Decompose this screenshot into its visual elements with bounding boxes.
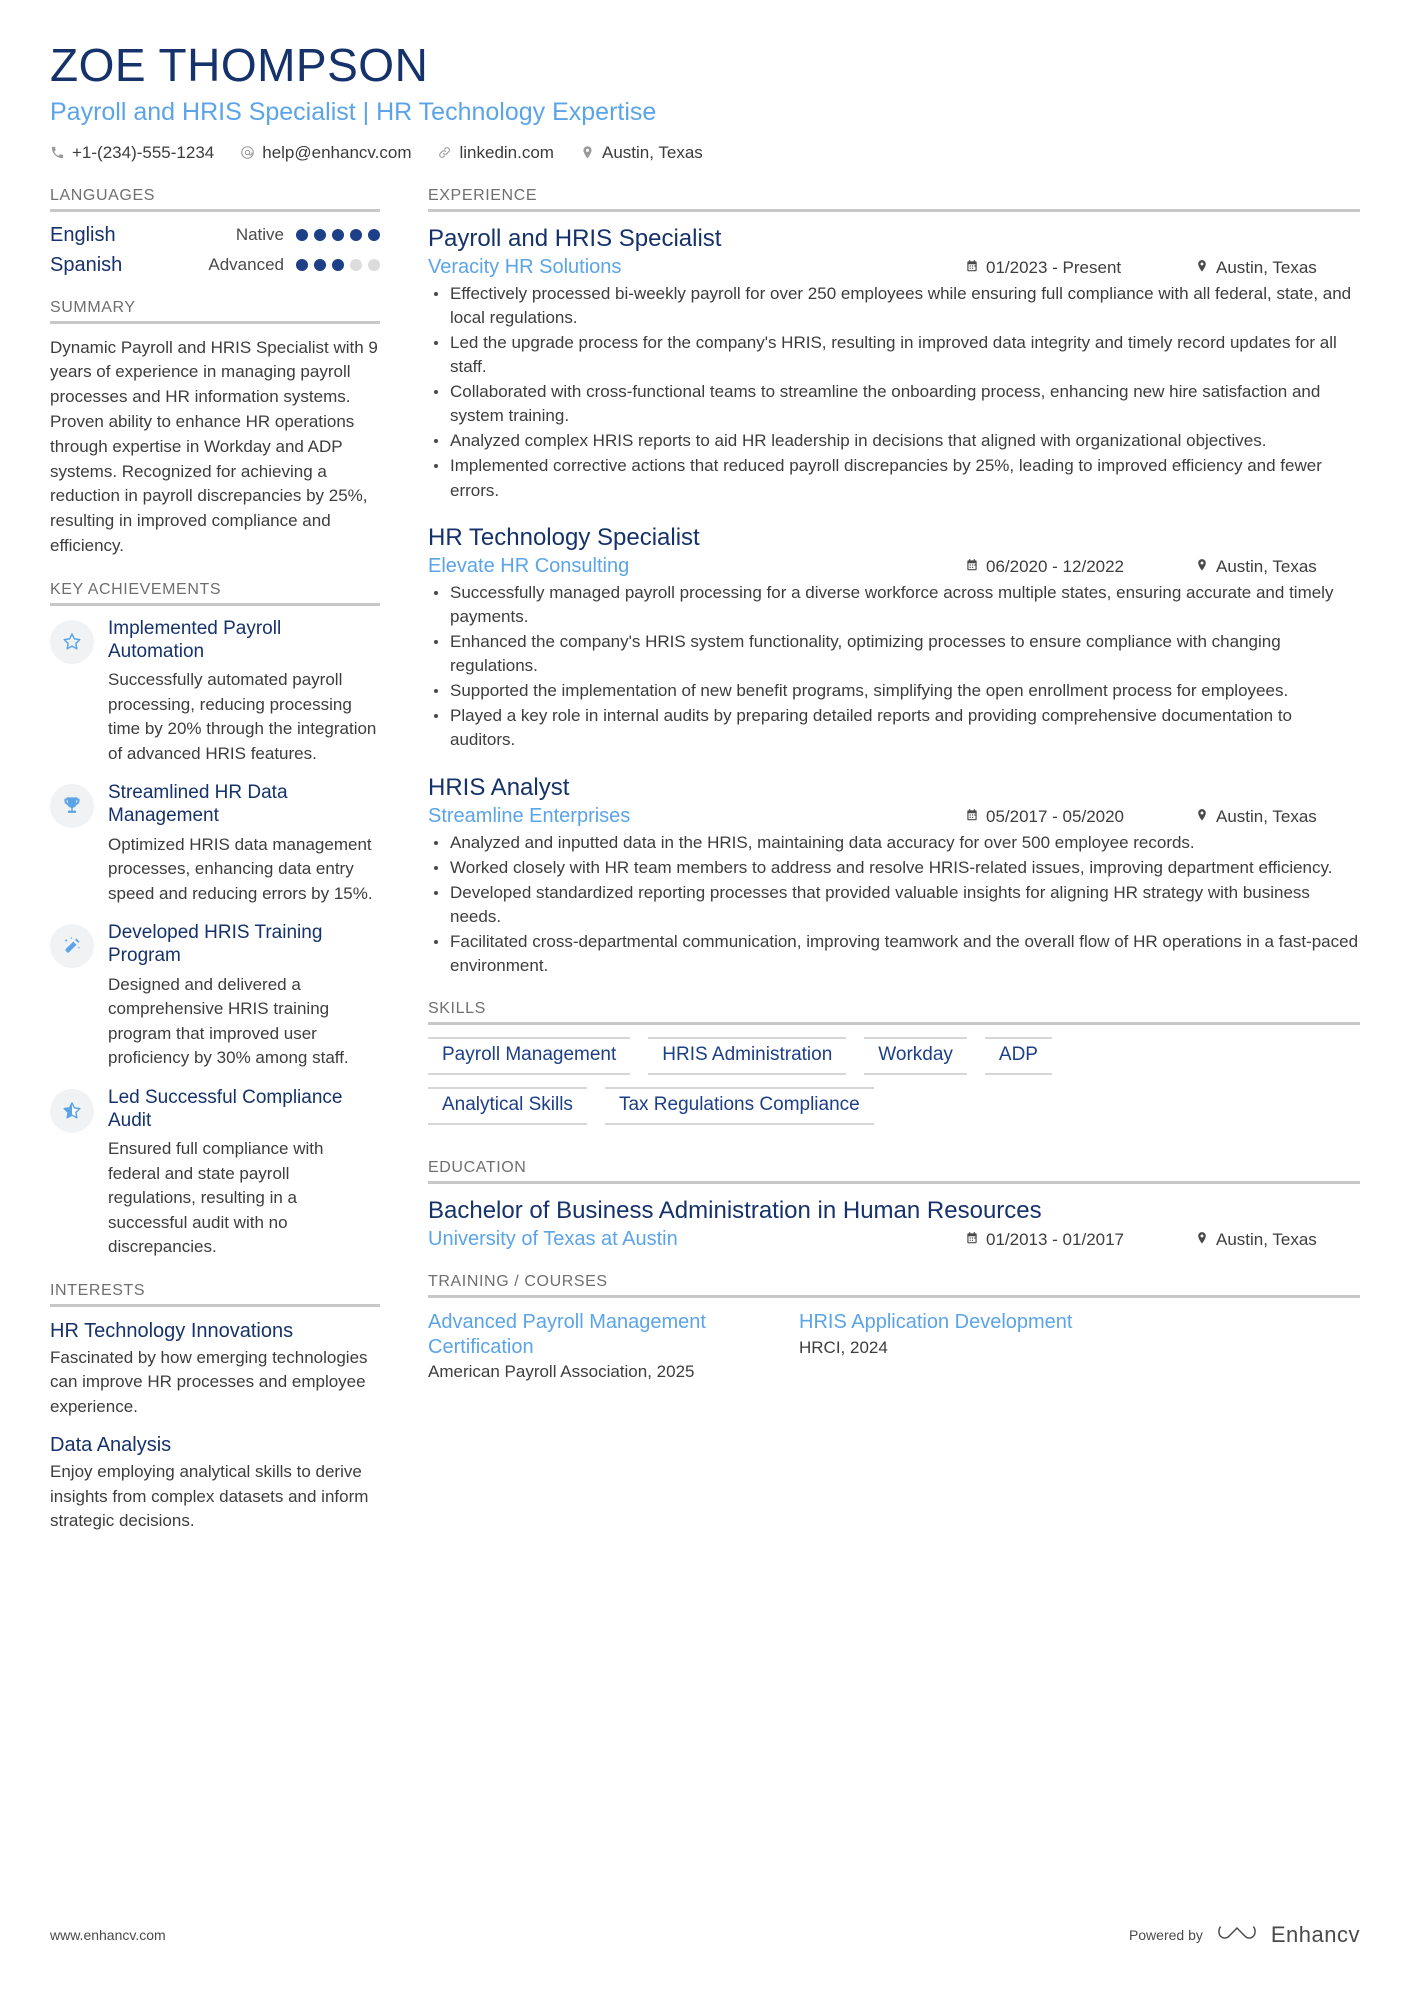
location-icon (1195, 1230, 1209, 1250)
section-training (428, 1273, 1360, 1384)
divider (428, 1295, 1360, 1298)
job-meta (428, 256, 1360, 279)
education-location (1195, 1230, 1360, 1250)
language-level: Advanced (208, 255, 284, 275)
divider (50, 321, 380, 324)
skill-row (428, 1087, 1360, 1137)
language-rating (236, 225, 380, 245)
magic-wand-icon (50, 924, 94, 968)
section-title-interests: INTERESTS (50, 1281, 146, 1299)
education-meta (428, 1228, 1360, 1251)
contact-phone[interactable] (50, 143, 214, 163)
job-location-text: Austin, Texas (1216, 556, 1317, 576)
job-date-text: 06/2020 - 12/2022 (986, 556, 1125, 576)
training-list (428, 1310, 1360, 1384)
footer-powered-by-label: Powered by (1128, 1926, 1203, 1943)
job-bullets (428, 282, 1360, 503)
calendar-icon (965, 807, 979, 827)
calendar-icon (965, 557, 979, 577)
divider (50, 603, 380, 606)
job-company: Veracity HR Solutions (428, 255, 622, 278)
interest-item (50, 1319, 380, 1419)
bullet: Developed standardized reporting processes that provided valuable insights for aligning HR strategy with business needs. (428, 881, 1360, 929)
dot-filled (332, 259, 344, 271)
dot-empty (350, 259, 362, 271)
dot-empty (368, 259, 380, 271)
bullet: Effectively processed bi-weekly payroll for over 250 employees while ensuring full compliance with all federal, state, and local regulations. (428, 282, 1360, 330)
job-meta (428, 555, 1360, 578)
divider (428, 1022, 1360, 1025)
language-item (50, 254, 380, 277)
achievement-title: Led Successful Compliance Audit (108, 1086, 343, 1131)
job-bullets (428, 831, 1360, 979)
section-languages (50, 187, 380, 277)
training-title: Advanced Payroll Management Certification (428, 1311, 706, 1358)
dot-filled (350, 229, 362, 241)
contact-email[interactable] (240, 143, 411, 163)
training-provider: American Payroll Association, 2025 (428, 1362, 695, 1382)
interest-title: Data Analysis (50, 1434, 172, 1457)
section-summary (50, 299, 380, 559)
enhancv-logo-icon (1217, 1920, 1257, 1949)
resume-footer (50, 1920, 1360, 1949)
section-title-education: EDUCATION (428, 1159, 527, 1177)
language-rating (208, 255, 380, 275)
achievement-item (50, 922, 380, 1070)
language-item (50, 224, 380, 247)
job-date (965, 807, 1195, 827)
skill-tag: Tax Regulations Compliance (605, 1087, 874, 1125)
job-date (965, 258, 1195, 278)
bullet: Facilitated cross-departmental communication, improving teamwork and the overall flow of HR operations in a fast-paced environment. (428, 930, 1360, 978)
experience-item (428, 523, 1360, 753)
achievement-body (108, 782, 380, 906)
job-date (965, 557, 1195, 577)
star-outline-icon (50, 620, 94, 664)
resume-header (50, 40, 1360, 169)
phone-icon (50, 145, 65, 160)
job-date-text: 05/2017 - 05/2020 (986, 806, 1125, 826)
bullet: Collaborated with cross-functional teams to streamline the onboarding process, enhancing new hire satisfaction and system training. (428, 380, 1360, 428)
dot-filled (314, 229, 326, 241)
achievement-body (108, 922, 380, 1070)
section-skills (428, 1000, 1360, 1137)
location-icon (1195, 557, 1209, 577)
job-company: Elevate HR Consulting (428, 554, 630, 577)
achievement-text: Successfully automated payroll processing, reducing processing time by 20% through the integration of advanced HRIS features. (108, 670, 377, 763)
location-icon (1195, 807, 1209, 827)
footer-branding (1129, 1920, 1360, 1949)
right-column (428, 187, 1360, 1406)
job-location (1195, 807, 1360, 827)
section-education (428, 1159, 1360, 1251)
achievement-title: Streamlined HR Data Management (108, 782, 288, 827)
bullet: Enhanced the company's HRIS system functionality, optimizing processes to ensure compliance with changing regulations. (428, 630, 1360, 678)
email-icon (240, 145, 255, 160)
bullet: Successfully managed payroll processing for a diverse workforce across multiple states, ensuring accurate and timely payments. (428, 581, 1360, 629)
contact-link-text: linkedin.com (459, 142, 554, 162)
skill-row (428, 1037, 1360, 1087)
achievement-text: Optimized HRIS data management processes, enhancing data entry speed and reducing errors by 15%. (108, 834, 373, 903)
job-title: Payroll and HRIS Specialist (428, 224, 722, 252)
language-dots (296, 259, 380, 271)
job-location (1195, 258, 1360, 278)
skill-tag: Payroll Management (428, 1037, 630, 1075)
job-bullets (428, 581, 1360, 753)
job-location (1195, 557, 1360, 577)
contact-email-text: help@enhancv.com (262, 142, 412, 162)
contact-location (580, 143, 703, 163)
calendar-icon (965, 1230, 979, 1250)
bullet: Analyzed complex HRIS reports to aid HR leadership in decisions that aligned with organizational objectives. (428, 429, 1360, 453)
achievement-body (108, 618, 380, 766)
dot-filled (296, 259, 308, 271)
divider (428, 1181, 1360, 1184)
achievement-item (50, 782, 380, 906)
training-title: HRIS Application Development (799, 1311, 1073, 1334)
page-title: ZOE THOMPSON (50, 39, 429, 91)
bullet: Led the upgrade process for the company's HRIS, resulting in improved data integrity and timely record updates for all staff. (428, 331, 1360, 379)
bullet: Analyzed and inputted data in the HRIS, maintaining data accuracy for over 500 employee records. (428, 831, 1360, 855)
bullet: Implemented corrective actions that reduced payroll discrepancies by 25%, leading to improved efficiency and fewer errors. (428, 454, 1360, 502)
dot-filled (368, 229, 380, 241)
education-location-text: Austin, Texas (1216, 1230, 1317, 1250)
bullet: Supported the implementation of new benefit programs, simplifying the open enrollment process for employees. (428, 679, 1360, 703)
dot-filled (314, 259, 326, 271)
section-title-summary: SUMMARY (50, 298, 136, 316)
contact-link[interactable] (437, 143, 554, 163)
job-location-text: Austin, Texas (1216, 257, 1317, 277)
star-half-icon (50, 1089, 94, 1133)
left-column (50, 187, 380, 1556)
bullet: Played a key role in internal audits by preparing detailed reports and providing comprehensive documentation to auditors. (428, 704, 1360, 752)
skill-tag: Analytical Skills (428, 1087, 587, 1125)
dot-filled (332, 229, 344, 241)
section-title-experience: EXPERIENCE (428, 186, 538, 204)
achievement-text: Designed and delivered a comprehensive HRIS training program that improved user proficiency by 30% among staff. (108, 974, 349, 1068)
link-icon (437, 145, 452, 160)
education-date (965, 1230, 1195, 1250)
job-title: HRIS Analyst (428, 773, 570, 801)
footer-brand-name: Enhancv (1270, 1921, 1360, 1947)
language-level: Native (235, 225, 284, 245)
language-name: English (50, 223, 116, 246)
training-item (799, 1310, 1134, 1384)
location-icon (1195, 258, 1209, 278)
summary-text: Dynamic Payroll and HRIS Specialist with 9 years of experience in managing payroll processes and HR information systems. Proven ability to enhance HR operations through expertise in Workday and ADP systems. Recognized for achieving a reduction in payroll discrepancies by 25%, resulting in improved compliance and efficiency. (50, 337, 378, 556)
achievement-body (108, 1087, 380, 1260)
divider (428, 209, 1360, 212)
language-name: Spanish (50, 253, 123, 276)
job-location-text: Austin, Texas (1216, 806, 1317, 826)
professional-headline: Payroll and HRIS Specialist | HR Technology Expertise (50, 97, 657, 126)
contact-row (50, 143, 1360, 163)
skill-tag: ADP (985, 1037, 1052, 1075)
education-school: University of Texas at Austin (428, 1228, 678, 1251)
training-item (428, 1310, 763, 1384)
bullet: Worked closely with HR team members to address and resolve HRIS-related issues, improving department efficiency. (428, 856, 1360, 880)
skills-list (428, 1037, 1360, 1137)
job-title: HR Technology Specialist (428, 523, 700, 551)
location-icon (580, 145, 595, 160)
job-company: Streamline Enterprises (428, 804, 631, 827)
section-interests (50, 1282, 380, 1534)
interest-item (50, 1433, 380, 1533)
interest-text: Fascinated by how emerging technologies can improve HR processes and employee experience. (50, 1347, 368, 1416)
language-dots (296, 229, 380, 241)
achievement-item (50, 618, 380, 766)
calendar-icon (965, 258, 979, 278)
section-title-training: TRAINING / COURSES (428, 1273, 608, 1291)
interest-title: HR Technology Innovations (50, 1319, 294, 1342)
skill-tag: HRIS Administration (648, 1037, 846, 1075)
resume-body (50, 187, 1360, 1556)
trophy-icon (50, 784, 94, 828)
achievement-text: Ensured full compliance with federal and state payroll regulations, resulting in a successful audit with no discrepancies. (108, 1139, 324, 1257)
achievement-title: Developed HRIS Training Program (108, 922, 323, 967)
experience-item (428, 224, 1360, 503)
divider (50, 209, 380, 212)
training-provider: HRCI, 2024 (799, 1337, 888, 1357)
contact-phone-text: +1-(234)-555-1234 (72, 142, 215, 162)
section-title-achievements: KEY ACHIEVEMENTS (50, 580, 222, 598)
section-title-languages: LANGUAGES (50, 186, 155, 204)
section-title-skills: SKILLS (428, 1000, 486, 1018)
skill-tag: Workday (864, 1037, 967, 1075)
experience-item (428, 773, 1360, 979)
education-degree: Bachelor of Business Administration in Human Resources (428, 1197, 1042, 1225)
section-key-achievements (50, 581, 380, 1260)
contact-location-text: Austin, Texas (601, 142, 703, 162)
education-date-text: 01/2013 - 01/2017 (986, 1230, 1125, 1250)
job-date-text: 01/2023 - Present (986, 257, 1122, 277)
footer-site-url[interactable]: www.enhancv.com (50, 1926, 166, 1943)
job-meta (428, 805, 1360, 828)
interest-text: Enjoy employing analytical skills to derive insights from complex datasets and inform strategic decisions. (50, 1462, 369, 1531)
divider (50, 1304, 380, 1307)
section-experience (428, 187, 1360, 979)
dot-filled (296, 229, 308, 241)
achievement-item (50, 1087, 380, 1260)
achievement-title: Implemented Payroll Automation (108, 617, 282, 662)
